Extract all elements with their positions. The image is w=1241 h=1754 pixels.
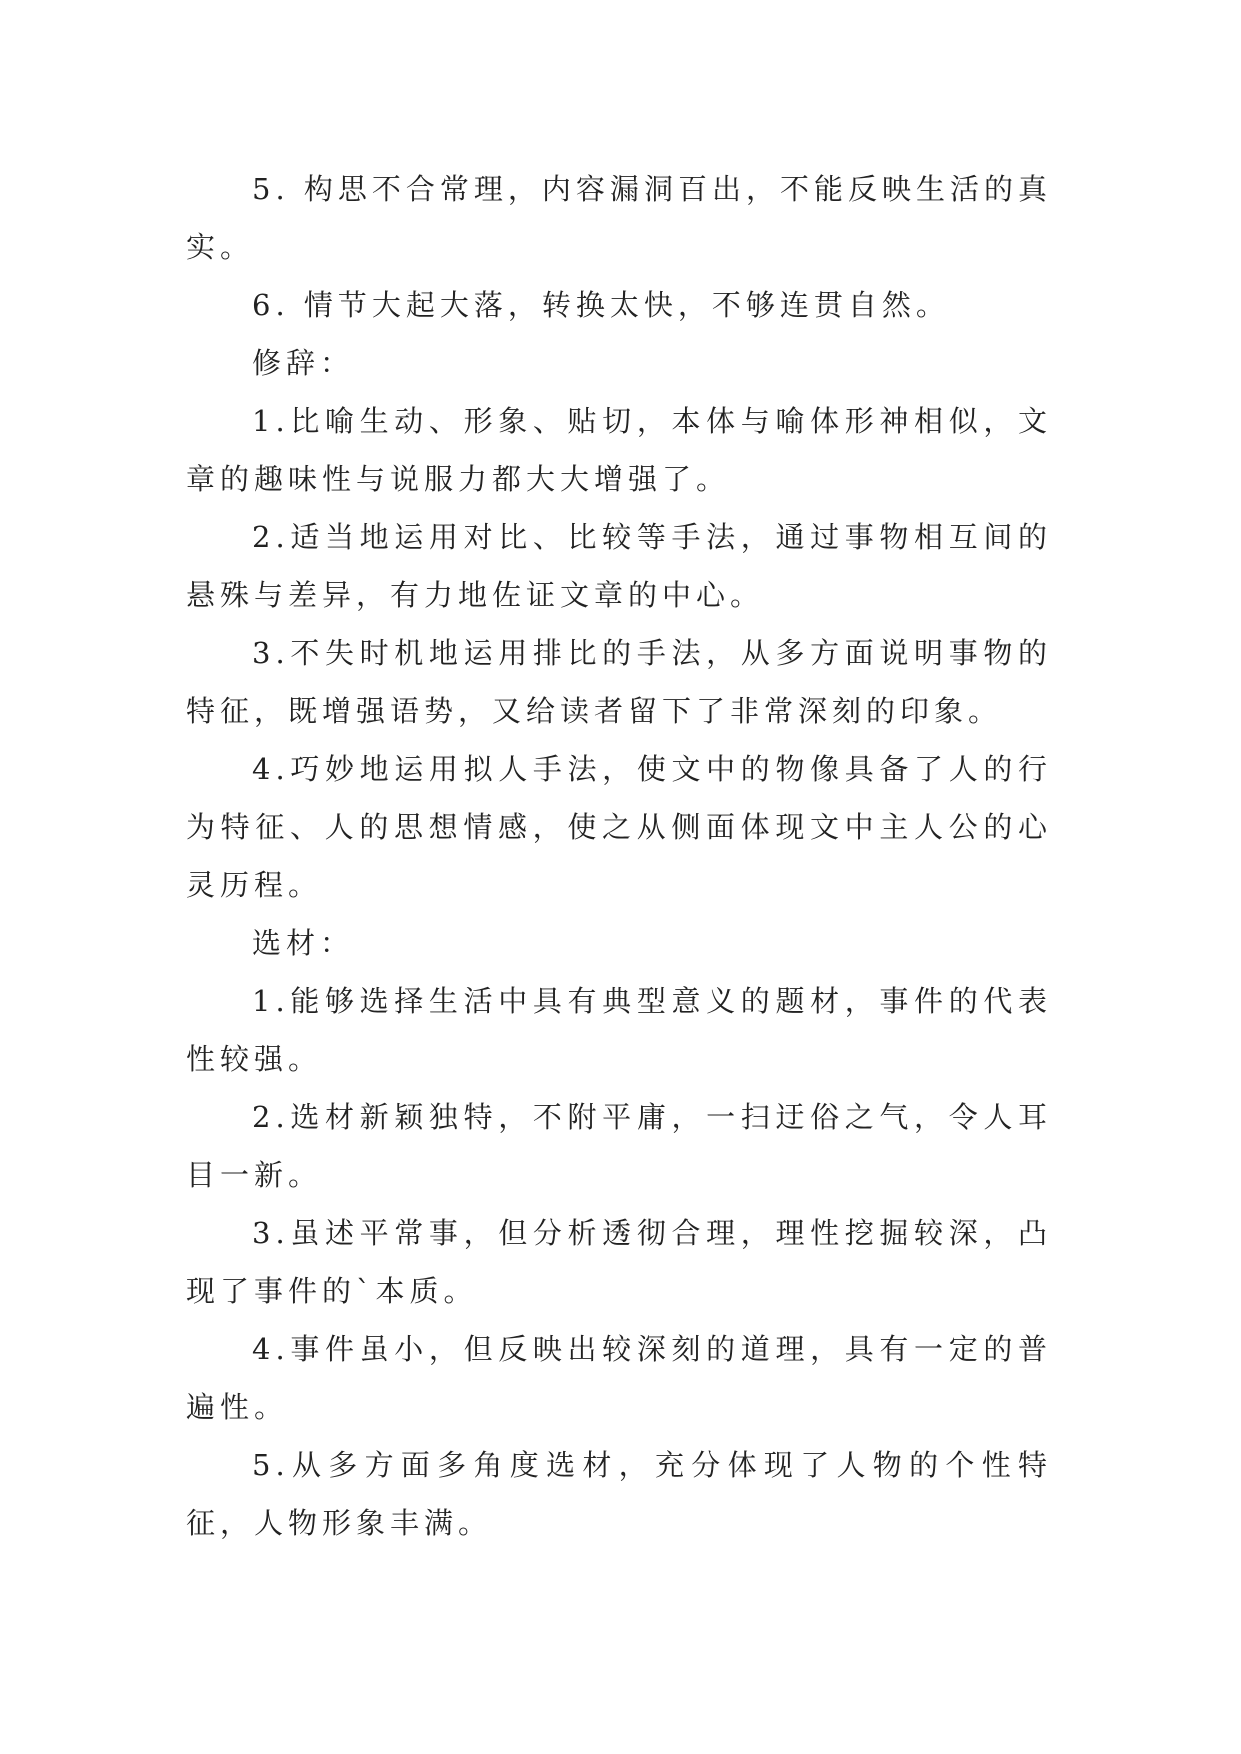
paragraph-material-2: 2.选材新颖独特，不附平庸，一扫迂俗之气，令人耳目一新。 <box>186 1100 1052 1192</box>
paragraph-rhetoric-3: 3.不失时机地运用排比的手法，从多方面说明事物的特征，既增强语势，又给读者留下了非常深刻的印象。 <box>186 636 1052 728</box>
paragraph-rhetoric-1: 1.比喻生动、形象、贴切，本体与喻体形神相似，文章的趣味性与说服力都大大增强了。 <box>186 404 1052 496</box>
section-heading-rhetoric: 修辞： <box>252 346 355 380</box>
paragraph-conception-6: 6. 情节大起大落，转换太快，不够连贯自然。 <box>252 288 950 322</box>
paragraph-material-4: 4.事件虽小，但反映出较深刻的道理，具有一定的普遍性。 <box>186 1332 1052 1424</box>
paragraph-material-5: 5.从多方面多角度选材，充分体现了人物的个性特征，人物形象丰满。 <box>186 1448 1052 1540</box>
paragraph-conception-5: 5. 构思不合常理，内容漏洞百出，不能反映生活的真实。 <box>186 172 1052 264</box>
document-body <box>186 160 1052 1552</box>
paragraph-material-1: 1.能够选择生活中具有典型意义的题材，事件的代表性较强。 <box>186 984 1052 1076</box>
paragraph-material-3: 3.虽述平常事，但分析透彻合理，理性挖掘较深，凸现了事件的`本质。 <box>186 1216 1052 1308</box>
paragraph-rhetoric-2: 2.适当地运用对比、比较等手法，通过事物相互间的悬殊与差异，有力地佐证文章的中心。 <box>186 520 1052 612</box>
paragraph-rhetoric-4: 4.巧妙地运用拟人手法，使文中的物像具备了人的行为特征、人的思想情感，使之从侧面体现文中主人公的心灵历程。 <box>186 752 1052 902</box>
section-heading-material: 选材： <box>252 926 355 960</box>
